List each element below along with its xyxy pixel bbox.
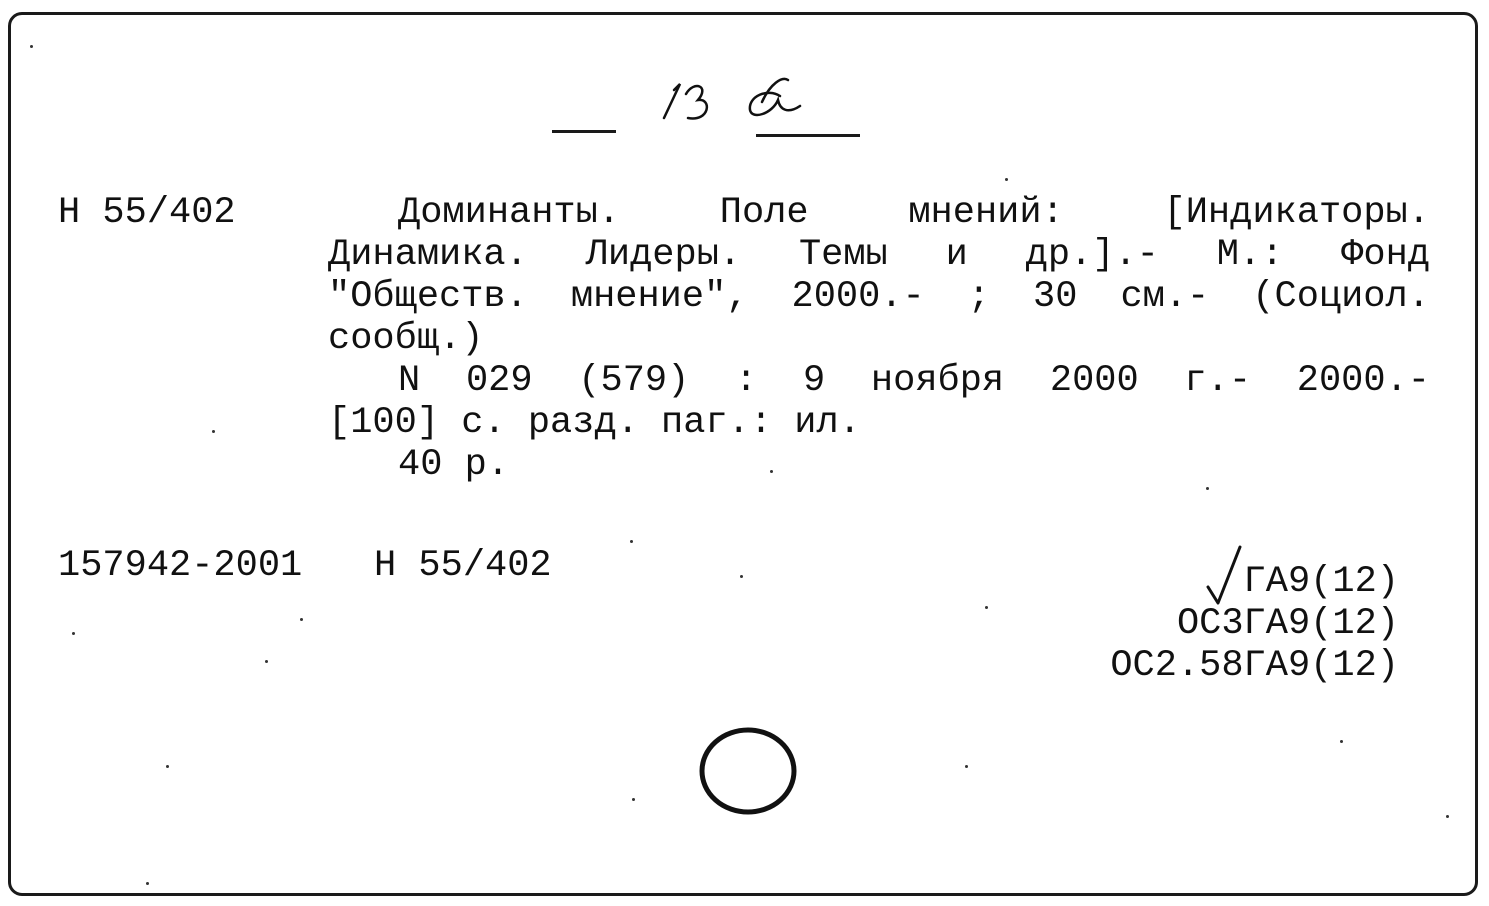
- scan-speck: [1446, 815, 1449, 818]
- location-code-2: ОС3ГА9(12): [1176, 603, 1399, 645]
- scan-speck: [212, 430, 215, 433]
- scan-speck: [1005, 178, 1008, 181]
- underline-left: [552, 130, 616, 133]
- location-code-1: ГА9(12): [1110, 545, 1399, 603]
- scan-speck: [146, 882, 149, 885]
- inventory-number: 157942-2001: [58, 545, 303, 587]
- price: 40 р.: [398, 444, 510, 486]
- scan-speck: [632, 798, 635, 801]
- bibliographic-description: [328, 192, 1430, 486]
- scan-speck: [965, 765, 968, 768]
- scan-speck: [985, 606, 988, 609]
- scan-speck: [265, 660, 268, 663]
- scan-speck: [166, 765, 169, 768]
- scan-speck: [630, 540, 633, 543]
- description-line-2: Динамика. Лидеры. Темы и др.].- М.: Фонд: [328, 234, 1430, 276]
- description-line-1: Доминанты. Поле мнений: [Индикаторы.: [398, 192, 1430, 234]
- checkmark-icon: [1204, 545, 1244, 605]
- scan-speck: [770, 470, 773, 473]
- scan-speck: [30, 45, 33, 48]
- description-line-3: "Обществ. мнение", 2000.- ; 30 см.- (Социол.: [328, 276, 1430, 318]
- scan-speck: [740, 575, 743, 578]
- scan-speck: [1206, 487, 1209, 490]
- issue-line-2: [100] с. разд. паг.: ил.: [328, 402, 861, 444]
- inventory-shelf-mark: H 55/402: [374, 545, 552, 587]
- description-line-4: сообщ.): [328, 318, 484, 360]
- punch-hole: [694, 722, 802, 818]
- svg-text:13 а: 13 а: [650, 66, 653, 67]
- shelf-mark: H 55/402: [58, 192, 236, 234]
- issue-line-1: N 029 (579) : 9 ноября 2000 г.- 2000.-: [398, 360, 1430, 402]
- location-codes: [1110, 545, 1399, 687]
- scan-speck: [1340, 740, 1343, 743]
- scan-speck: [300, 618, 303, 621]
- scan-speck: [72, 632, 75, 635]
- location-code-3: ОС2.58ГА9(12): [1110, 645, 1399, 687]
- handwritten-number: [650, 66, 810, 136]
- underline-right: [756, 134, 860, 137]
